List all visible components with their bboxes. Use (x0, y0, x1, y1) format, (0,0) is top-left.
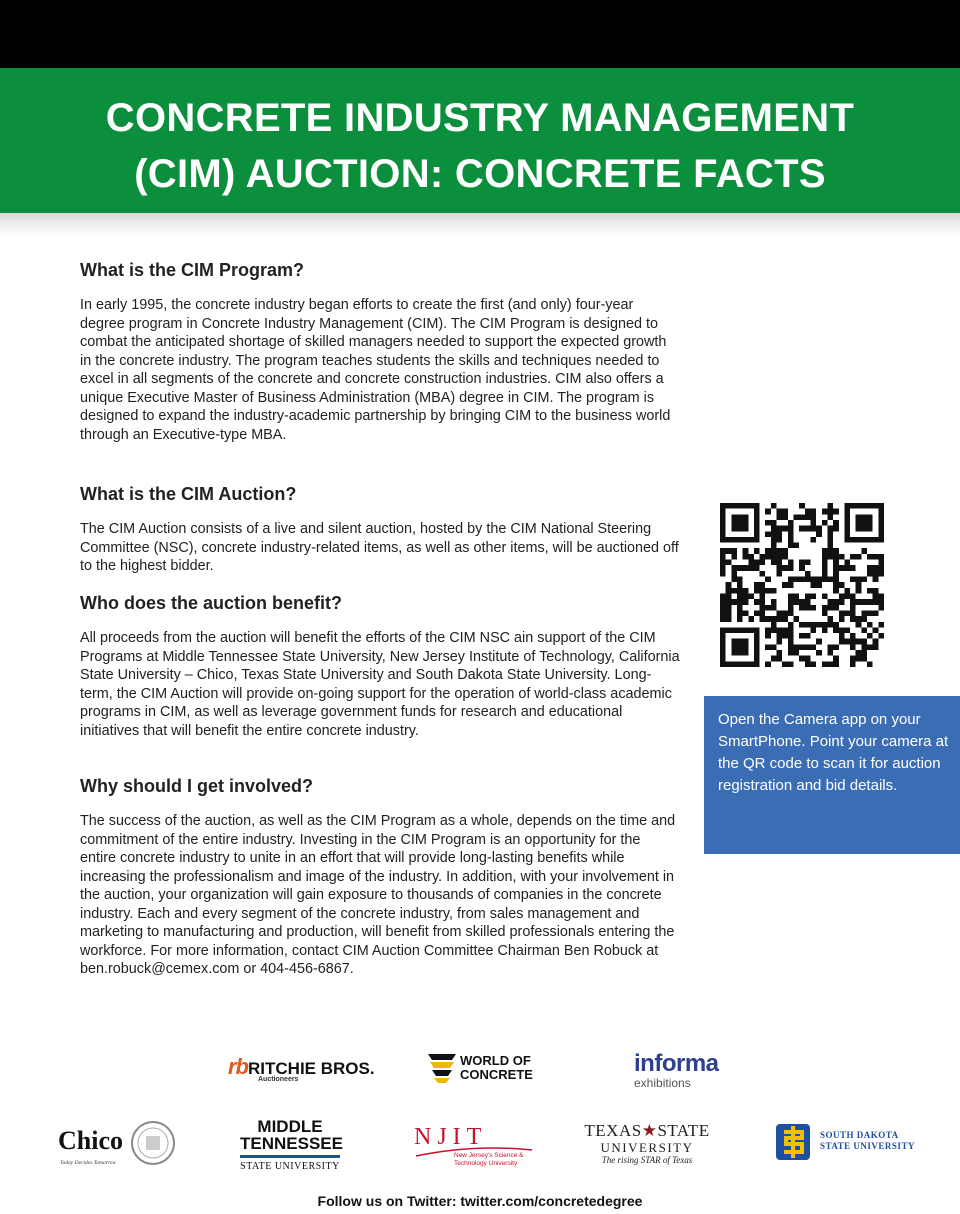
section-body: The success of the auction, as well as the CIM Program as a whole, depends on the time and commitment of the entire industry. Investing in the CIM Program is an opportunity for the entire concrete industry to unite in an effort that will provide long-lasting benefits while increasing the professionalism and image of the industry. In addition, with your involvement in the auction, your organization will gain exposure to thousands of companies in the concrete industry. Each and every segment of the concrete industry, from sales management and marketing to manufacturing and production, will benefit from skilled professionals entering the workforce. For more information, contact CIM Auction Committee Chairman Ben Robuck at ben.robuck@cemex.com or 404-456-6867. (80, 813, 676, 977)
txst-tagline: The rising STAR of Texas (601, 1155, 693, 1165)
chico-seal-icon (130, 1120, 176, 1166)
ritchie-name: RITCHIE BROS. (248, 1059, 375, 1078)
section-body: All proceeds from the auction will benefit the efforts of the CIM NSC ain support of the CIM Programs at Middle Tennessee State University, New Jersey Institute of Technology, California State University – Chico, Texas State University and South Dakota State University. Long-term, the CIM Auction will provide on-going support for the operation of world-class academic programs in CIM, as well as leverage government funds for research and educational initiatives that will benefit the entire concrete industry. (80, 630, 680, 739)
title-line-2: (CIM) AUCTION: CONCRETE FACTS (134, 152, 826, 196)
ritchie-sub: Auctioneers (258, 1076, 299, 1083)
sdsu-monogram-icon (772, 1122, 814, 1162)
section-heading: What is the CIM Auction? (80, 484, 297, 504)
informa-logo (634, 1050, 719, 1090)
njit-logo (414, 1124, 534, 1174)
top-black-bar (0, 0, 960, 68)
section-heading: Who does the auction benefit? (80, 593, 342, 613)
chico-tagline: Today Decides Tomorrow (60, 1160, 117, 1166)
section-cim-program (80, 258, 680, 444)
qr-code[interactable] (720, 503, 884, 667)
qr-instructions-text: Open the Camera app on your SmartPhone. Point your camera at the QR code to scan it for auction registration and bid details. (718, 711, 949, 794)
txst-word-state: STATE (657, 1121, 710, 1140)
woc-line-2: CONCRETE (460, 1067, 533, 1082)
section-heading: Why should I get involved? (80, 776, 314, 796)
txst-line-2: UNIVERSITY (600, 1140, 694, 1155)
informa-sub: exhibitions (634, 1076, 691, 1090)
star-icon: ★ (641, 1121, 658, 1140)
njit-name: NJIT (414, 1124, 488, 1150)
mtsu-line-1: MIDDLE (257, 1117, 323, 1136)
njit-sub-2: Technology University (454, 1160, 518, 1167)
sdsu-logo (772, 1122, 922, 1162)
section-get-involved (80, 774, 680, 979)
woc-emblem-icon (426, 1050, 458, 1084)
page-title (0, 90, 960, 202)
mtsu-line-3: STATE UNIVERSITY (240, 1161, 340, 1172)
chico-logo (58, 1120, 182, 1166)
section-body: The CIM Auction consists of a live and silent auction, hosted by the CIM National Steering Committee (NSC), concrete industry-related items, as well as other items, will be auctioned off to the highest bidder. (80, 521, 679, 574)
title-line-1: CONCRETE INDUSTRY MANAGEMENT (105, 96, 855, 140)
txst-word-texas: TEXAS (584, 1121, 642, 1140)
woc-line-1: WORLD OF (460, 1053, 531, 1068)
mtsu-line-2: TENNESSEE (240, 1135, 340, 1158)
texas-state-logo (576, 1122, 718, 1165)
mtsu-logo (240, 1117, 343, 1172)
section-cim-auction (80, 482, 680, 576)
sdsu-line-2: STATE UNIVERSITY (820, 1141, 915, 1151)
banner-shadow (0, 213, 960, 235)
njit-sub-1: New Jersey's Science & (454, 1152, 524, 1159)
chico-name: Chico (58, 1126, 123, 1155)
section-heading: What is the CIM Program? (80, 260, 305, 280)
world-of-concrete-logo (426, 1050, 556, 1086)
section-body: In early 1995, the concrete industry began efforts to create the first (and only) four-year degree program in Concrete Industry Management (CIM). The CIM Program is designed to combat the anticipated shortage of skilled managers needed to support the expected growth in the concrete industry. The program teaches students the skills and techniques needed to excel in all segments of the concrete and concrete construction industries. CIM also offers a unique Executive Master of Business Administration (MBA) degree in CIM. The program is designed to expand the industry-academic partnership by bringing CIM to the business world through an Executive-type MBA. (80, 297, 671, 443)
qr-instructions-box (704, 696, 960, 854)
ritchie-mark: rb (228, 1054, 248, 1079)
section-auction-benefit (80, 591, 680, 740)
informa-name: informa (634, 1050, 719, 1077)
sdsu-line-1: SOUTH DAKOTA (820, 1130, 899, 1140)
ritchie-bros-logo (228, 1054, 375, 1083)
footer-twitter: Follow us on Twitter: twitter.com/concretedegree (317, 1193, 643, 1209)
